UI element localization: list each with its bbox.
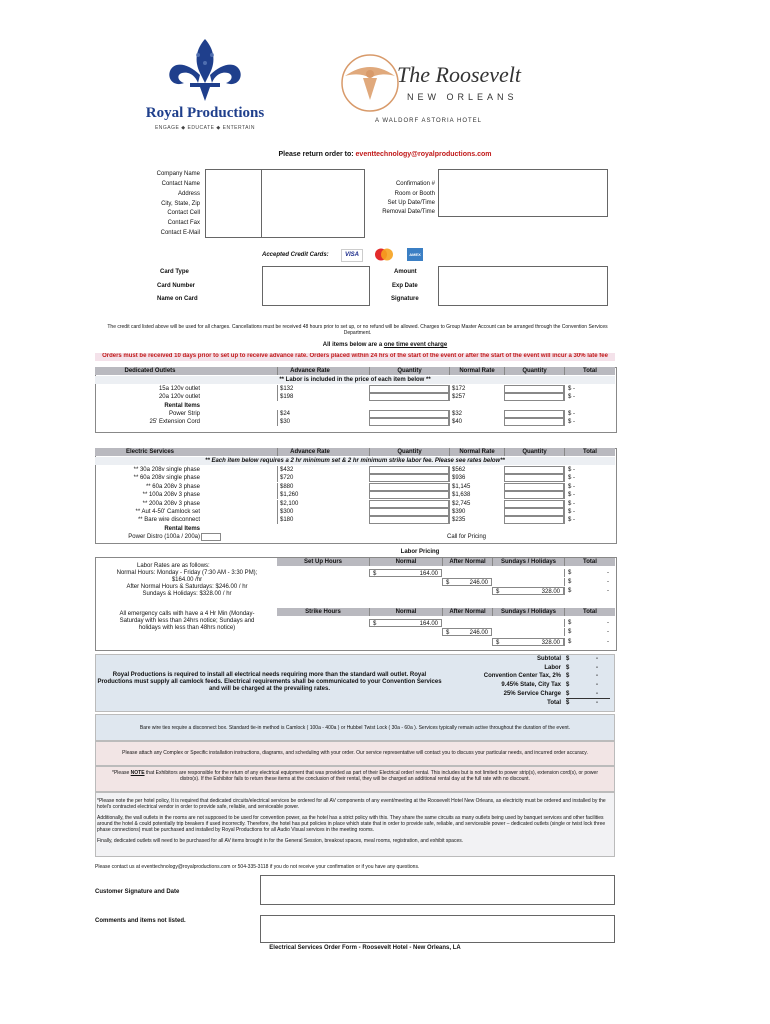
hdr-after-normal: After Normal	[442, 558, 492, 566]
dollar-sign: $	[568, 570, 572, 576]
return-line	[0, 150, 770, 159]
dash: -	[607, 579, 609, 585]
rate-value: 328.00	[541, 640, 560, 646]
item-name: Power Strip	[168, 411, 200, 417]
electric-header	[95, 448, 615, 456]
labor-pricing-title: Labor Pricing	[400, 549, 440, 555]
qty-input[interactable]	[369, 385, 449, 393]
hdr-total: Total	[564, 448, 615, 456]
line-total: $ -	[564, 500, 615, 508]
labor-line-1: Labor Rates are as follows:	[137, 563, 210, 569]
normal-rate: $172	[449, 385, 504, 393]
comments-label: Comments and items not listed.	[95, 918, 186, 924]
electric-row	[95, 491, 615, 499]
hdr-normal: Normal	[369, 608, 442, 616]
normal-rate: $1,145	[449, 483, 504, 491]
dollar-sign: $	[496, 640, 500, 646]
qty-input[interactable]	[504, 508, 564, 516]
line-total: $ -	[564, 466, 615, 474]
total-value: $ -	[566, 673, 599, 680]
royal-logo	[140, 35, 270, 135]
hours-input[interactable]	[277, 619, 369, 627]
eagle-emblem-icon	[335, 48, 405, 118]
normal-rate: $40	[449, 418, 504, 426]
advance-rate: $1,260	[277, 491, 342, 499]
advance-rate: $180	[277, 516, 342, 524]
hdr-advance-rate: Advance Rate	[277, 367, 342, 375]
amount-label: Amount	[394, 269, 417, 275]
labor-line-5: Sundays & Holidays: $328.00 / hr	[142, 591, 232, 597]
policy-p2: Additionally, the wall outlets in the rooms are not supposed to be used for convention power, as the hotel has a strict policy with this. They share the same circuits as many outlets being used by banquet services and other facilities around the hotel & could potentially trip breakers if used incorrectly. Therefore, the hotel has put policies in place which state that in order to provide safe, reliable, and serviceable power – dedicated outlets (single or twist lock three phase connections) must be purchased and installed by Royal Productions for all Audio Visual services in the meeting rooms.	[97, 815, 606, 833]
line-total: $ -	[564, 516, 615, 524]
line-total: $ -	[564, 491, 615, 499]
item-name: 25' Extension Cord	[149, 419, 200, 425]
electric-rental-header	[95, 525, 615, 533]
qty-input[interactable]	[369, 393, 449, 401]
card-number-label: Card Number	[157, 283, 196, 289]
bare-wire-note: Bare wire ties require a disconnect box. Standard tie-in method is Camlock ( 100a - 400a ) or Hubbel Twist Lock ( 30a - 60a ). Services typically remain active throughout the duration of the event.	[95, 714, 615, 741]
label-confirmation: Confirmation #	[395, 181, 435, 187]
hdr-electric-services: Electric Services	[125, 449, 175, 455]
outlet-row-1	[95, 385, 615, 393]
label-cell: Contact Cell	[167, 210, 200, 216]
qty-input[interactable]	[369, 491, 449, 499]
label-company: Company Name	[156, 171, 200, 177]
qty-input[interactable]	[504, 393, 564, 401]
rate-cell	[492, 638, 564, 646]
line-total	[564, 628, 615, 636]
rate-cell	[492, 587, 564, 595]
outlets-rental-header	[95, 402, 615, 410]
line-total: $ -	[564, 410, 615, 418]
event-fields-box[interactable]	[438, 169, 608, 217]
dollar-sign: $	[373, 571, 377, 577]
advance-rate: $2,100	[277, 500, 342, 508]
total-value: $ -	[566, 656, 599, 662]
rental-row-1	[95, 410, 615, 418]
line-total: $ -	[564, 418, 615, 426]
strike-normal-row	[277, 619, 615, 627]
dash: -	[607, 588, 609, 594]
qty-input[interactable]	[504, 410, 564, 418]
total-label: 9.45% State, City Tax	[501, 682, 561, 689]
qty-input[interactable]	[504, 418, 564, 426]
dash: -	[607, 620, 609, 626]
normal-rate: $562	[449, 466, 504, 474]
hdr-sundays: Sundays / Holidays	[492, 608, 564, 616]
electric-row	[95, 474, 615, 482]
strike-sunday-row	[277, 638, 615, 646]
hotel-sub: A WALDORF ASTORIA HOTEL	[375, 118, 483, 124]
hdr-setup-hours: Set Up Hours	[303, 559, 342, 565]
dollar-sign: $	[568, 639, 572, 645]
comments-field[interactable]	[260, 915, 615, 943]
emergency-line-3: holidays with less than 48hrs notice)	[138, 625, 236, 631]
hdr-normal-rate: Normal Rate	[449, 367, 504, 375]
item-name: ** 100a 208v 3 phase	[142, 492, 200, 499]
line-total	[564, 578, 615, 586]
total-label: Subtotal	[537, 656, 561, 662]
dash: -	[607, 629, 609, 635]
normal-rate: $257	[449, 393, 504, 401]
qty-input[interactable]	[504, 516, 564, 524]
total-value: $ -	[566, 682, 599, 689]
total-label: Convention Center Tax, 2%	[483, 673, 561, 680]
item-name: 15a 120v outlet	[158, 386, 200, 392]
policy-p3: Finally, dedicated outlets will need to be purchased for all AV items brought in for the General Session, breakout spaces, meal rooms, registration, and exhibit spaces.	[97, 838, 464, 844]
contact-note: Please contact us at eventtechnology@royalproductions.com or 504-335-3118 if you do not receive your confirmation or if you have any questions.	[95, 864, 420, 870]
item-name: ** 60a 208v single phase	[133, 475, 200, 482]
labor-rates-text	[97, 563, 277, 598]
dollar-sign: $	[446, 630, 450, 636]
electric-row	[95, 508, 615, 516]
advance-notice: Orders must be received 10 days prior to set up to receive advance rate. Orders placed within 24 hrs of the start of the event or after the start of the event will incur a 30% late fee	[95, 353, 615, 361]
card-notice: The credit card listed above will be used for all charges. Cancellations must be received 48 hours prior to set up, or no refund will be allowed. Charges to Group Master Account can be arranged through the Convention Services Department.	[107, 324, 608, 336]
advance-rate: $432	[277, 466, 342, 474]
rental-row-2	[95, 418, 615, 426]
rate-value: 246.00	[469, 630, 488, 636]
qty-input[interactable]	[504, 466, 564, 474]
qty-input[interactable]	[504, 491, 564, 499]
signature-field[interactable]	[260, 875, 615, 905]
line-total	[564, 619, 615, 627]
card-fields-box[interactable]	[262, 266, 370, 306]
electric-note: ** Each item below requires a 2 hr minimum set & 2 hr minimum strike labor fee. Please see rates below**	[95, 457, 615, 465]
fleur-de-lis-icon	[140, 35, 270, 105]
note-word: NOTE	[130, 770, 145, 776]
requirements-text: Royal Productions is required to install all electrical needs requiring more than the standard wall outlet. Royal Productions must supply all camlock feeds. Electrical requirements shall be communicated to your Convention Services and will be charged at the prevailing rates.	[97, 672, 442, 692]
one-time-line	[0, 342, 770, 349]
hdr-dedicated-outlets: Dedicated Outlets	[124, 368, 176, 374]
hdr-total: Total	[564, 608, 615, 616]
labor-line-3: $164.00 /hr	[171, 577, 203, 583]
customer-signature-label: Customer Signature and Date	[95, 889, 180, 895]
royal-name: Royal Productions	[145, 105, 265, 121]
policy-p1: *Please note the per hotel policy, It is required that dedicated circuits/electrical services be ordered for all AV components of any event/meeting at the Roosevelt Hotel New Orleans, as electricity must be ordered and installed by the hotel's contracted electrical vendor in order to provide safe, reliable, and serviceable power.	[97, 798, 606, 810]
advance-rate: $24	[277, 410, 342, 418]
hdr-normal: Normal	[369, 558, 442, 566]
hotel-city: NEW ORLEANS	[407, 92, 518, 102]
qty-input[interactable]	[369, 474, 449, 482]
attach-note: Please attach any Complex or Specific installation instructions, diagrams, and scheduling with your order. Our service representative will contact you to discuss your particular needs, and incurred order accuracy.	[95, 741, 615, 766]
normal-rate: $1,638	[449, 491, 504, 499]
electric-row	[95, 483, 615, 491]
setup-header	[277, 558, 615, 566]
dollar-sign: $	[496, 589, 500, 595]
roosevelt-logo	[335, 40, 535, 130]
strike-after-row	[277, 628, 615, 636]
qty-input[interactable]	[369, 483, 449, 491]
one-time-pre: All items below are a	[322, 342, 384, 348]
distro-qty-input[interactable]	[201, 533, 221, 541]
rate-cell	[369, 619, 442, 627]
electric-row	[95, 500, 615, 508]
note-prefix: *Please	[112, 770, 131, 776]
hours-input[interactable]	[277, 569, 369, 577]
label-contact: Contact Name	[161, 181, 200, 187]
label-city: City, State, Zip	[161, 201, 200, 207]
royal-tagline: ENGAGE ◆ EDUCATE ◆ ENTERTAIN	[154, 125, 256, 131]
electric-row	[95, 466, 615, 474]
dollar-sign: $	[446, 580, 450, 586]
policy-box	[95, 792, 615, 857]
hdr-sundays: Sundays / Holidays	[492, 558, 564, 566]
total-value: $ -	[566, 664, 599, 671]
power-distro-row	[95, 533, 615, 541]
qty-input[interactable]	[369, 418, 449, 426]
total-value: $ -	[566, 699, 599, 706]
advance-rate: $300	[277, 508, 342, 516]
line-total: $ -	[564, 508, 615, 516]
label-removal: Removal Date/Time	[382, 209, 435, 215]
qty-input[interactable]	[369, 466, 449, 474]
qty-input[interactable]	[504, 483, 564, 491]
dash: -	[607, 639, 609, 645]
labor-line-2: Normal Hours: Monday - Friday (7:30 AM - 3:30 PM);	[116, 570, 258, 576]
hdr-strike-hours: Strike Hours	[305, 609, 341, 615]
line-total: $ -	[564, 385, 615, 393]
line-total: $ -	[564, 393, 615, 401]
rate-value: 246.00	[469, 580, 488, 586]
dollar-sign: $	[568, 629, 572, 635]
emergency-text	[97, 611, 277, 632]
amex-icon: AMEX	[407, 248, 423, 261]
hdr-total: Total	[564, 367, 615, 375]
line-total: $ -	[564, 474, 615, 482]
normal-rate: $32	[449, 410, 504, 418]
advance-rate: $132	[277, 385, 342, 393]
rate-value: 164.00	[419, 571, 438, 577]
dollar-sign: $	[568, 579, 572, 585]
signature-label: Signature	[391, 296, 419, 302]
advance-rate: $720	[277, 474, 342, 482]
exp-date-label: Exp Date	[392, 283, 418, 289]
total-label: Labor	[544, 664, 561, 671]
line-total	[564, 569, 615, 577]
qty-input[interactable]	[504, 385, 564, 393]
normal-rate: $390	[449, 508, 504, 516]
rate-cell	[442, 628, 492, 636]
item-name: ** 30a 208v single phase	[133, 467, 200, 473]
dollar-sign: $	[568, 620, 572, 626]
label-email: Contact E-Mail	[160, 230, 200, 236]
setup-after-row	[277, 578, 615, 586]
qty-input[interactable]	[369, 410, 449, 418]
dash: -	[607, 570, 609, 576]
hdr-quantity-2: Quantity	[504, 367, 564, 375]
total-value: $ -	[566, 691, 610, 699]
contact-fields-box[interactable]	[205, 169, 365, 238]
electric-row	[95, 516, 615, 524]
mastercard-icon	[373, 248, 395, 261]
label-room: Room or Booth	[394, 191, 435, 197]
rate-cell	[442, 578, 492, 586]
label-setup: Set Up Date/Time	[387, 200, 435, 206]
line-total: $ -	[564, 483, 615, 491]
normal-rate: $2,745	[449, 500, 504, 508]
advance-rate: $198	[277, 393, 342, 401]
card-fields-box-2[interactable]	[438, 266, 608, 306]
setup-normal-row	[277, 569, 615, 577]
qty-input[interactable]	[504, 500, 564, 508]
accepted-cards-label: Accepted Credit Cards:	[262, 252, 329, 258]
dollar-sign: $	[568, 588, 572, 594]
rate-value: 328.00	[541, 589, 560, 595]
name-on-card-label: Name on Card	[157, 296, 198, 302]
item-name: 20a 120v outlet	[158, 394, 200, 400]
hdr-quantity-2: Quantity	[504, 448, 564, 456]
return-email[interactable]: eventtechnology@royalproductions.com	[355, 151, 492, 158]
normal-rate: $936	[449, 474, 504, 482]
advance-rate: $30	[277, 418, 342, 426]
normal-rate: $235	[449, 516, 504, 524]
call-for-pricing: Call for Pricing	[446, 534, 486, 540]
line-total	[564, 638, 615, 646]
hdr-total: Total	[564, 558, 615, 566]
dollar-sign: $	[373, 621, 377, 627]
one-time-u: one time event charge	[383, 342, 448, 348]
emergency-line-2: Saturday with less than 24hrs notice; Sundays and	[119, 618, 255, 624]
qty-input[interactable]	[369, 516, 449, 524]
rental-items-label: Rental Items	[164, 403, 200, 409]
labor-line-4: After Normal Hours & Saturdays: $246.00 / hr	[126, 584, 248, 590]
outlets-header	[95, 367, 615, 375]
item-name: Power Distro (100a / 200a)	[128, 534, 200, 540]
please-note-box	[95, 766, 615, 792]
return-prefix: Please return order to:	[278, 151, 356, 158]
qty-input[interactable]	[504, 474, 564, 482]
total-label: 25% Service Charge	[503, 690, 561, 697]
item-name: ** 200a 208v 3 phase	[142, 500, 200, 507]
hdr-advance-rate: Advance Rate	[277, 448, 342, 456]
total-label: Total	[547, 699, 561, 706]
item-name: ** Bare wire disconnect	[137, 517, 200, 524]
footer: Electrical Services Order Form - Roosevelt Hotel - New Orleans, LA	[269, 945, 461, 951]
rate-value: 164.00	[419, 621, 438, 627]
item-name: ** Aut 4-50' Camlock set	[135, 509, 200, 515]
hdr-normal-rate: Normal Rate	[449, 448, 504, 456]
note-body: that Exhibitors are responsible for the return of any electrical equipment that was provided as part of their Electrical order/ rental. This includes but is not limited to power strip(s), extension cord(s), or power distro(s). If the Exhibitor fails to return these items at the conclusion of their rental, they will be charged an additional rental day at the full rate with no discount.	[144, 770, 598, 782]
visa-icon: VISA	[341, 249, 363, 262]
line-total	[564, 587, 615, 595]
outlet-row-2	[95, 393, 615, 401]
qty-input[interactable]	[369, 500, 449, 508]
rate-cell	[369, 569, 442, 577]
rental-items-label: Rental Items	[164, 526, 200, 532]
advance-rate: $880	[277, 483, 342, 491]
hdr-after-normal: After Normal	[442, 608, 492, 616]
setup-sunday-row	[277, 587, 615, 595]
strike-header	[277, 608, 615, 616]
hotel-name: The Roosevelt	[397, 62, 522, 87]
outlets-labor-note: ** Labor is included in the price of each item below **	[95, 376, 615, 384]
card-type-label: Card Type	[160, 269, 189, 275]
item-name: ** 60a 208v 3 phase	[145, 483, 200, 490]
label-address: Address	[177, 191, 200, 197]
hdr-quantity-1: Quantity	[369, 367, 449, 375]
label-fax: Contact Fax	[167, 220, 200, 226]
hdr-quantity-1: Quantity	[369, 448, 449, 456]
qty-input[interactable]	[369, 508, 449, 516]
emergency-line-1: All emergency calls with have a 4 Hr Min (Monday-	[119, 611, 255, 617]
